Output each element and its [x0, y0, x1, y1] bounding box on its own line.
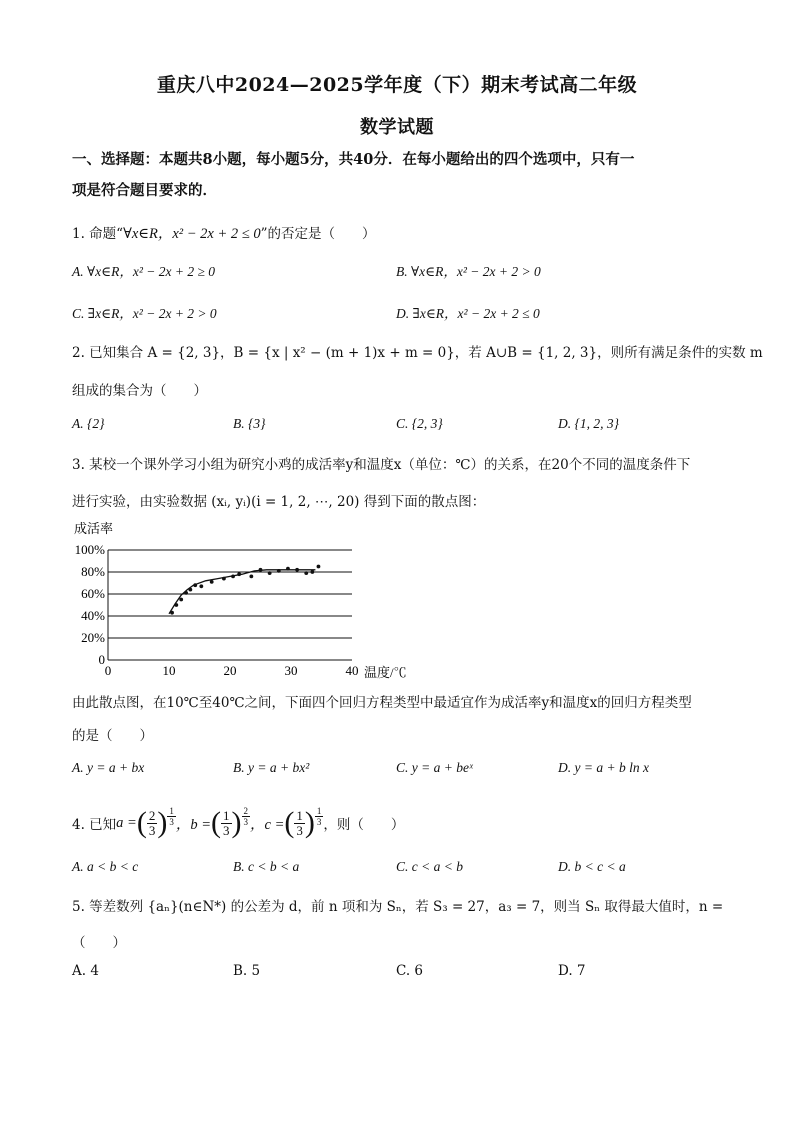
q4-c-exp-denominator: 3 [316, 816, 322, 827]
q4-a-open-paren: ( [136, 806, 147, 839]
q4-a-label: a = [116, 814, 137, 831]
q4-stem [72, 797, 404, 849]
q3-option-b[interactable]: B. y = a + bx² [233, 760, 310, 775]
q4-b-exp-numerator: 2 [243, 805, 249, 816]
q3-option-a[interactable]: A. y = a + bx [72, 760, 145, 775]
data-point [249, 575, 253, 579]
section-heading-line2: 项是符合题目要求的． [72, 182, 217, 199]
q3-option-c[interactable]: C. y = a + beˣ [396, 760, 473, 775]
chart-y-tick-label: 80% [81, 564, 105, 579]
q4-b-label: ，b = [175, 816, 212, 833]
q5-option-a[interactable]: A. 4 [72, 963, 99, 979]
chart-y-axis-label: 成活率 [74, 521, 114, 536]
q4-c-numerator: 1 [296, 807, 303, 823]
chart-x-axis-label: 温度/℃ [364, 665, 407, 680]
data-point [286, 567, 290, 571]
q4-c-close-paren: ) [304, 806, 315, 839]
data-point [310, 570, 314, 574]
data-point [237, 572, 241, 576]
chart-x-tick-label: 10 [162, 663, 176, 678]
data-point [184, 591, 188, 595]
q4-tail: ，则（ ） [323, 817, 405, 833]
data-point [231, 575, 235, 579]
q4-option-d[interactable]: D. b < c < a [558, 859, 626, 874]
trend-curve [169, 570, 315, 614]
section-heading [72, 144, 722, 206]
q4-a-close-paren: ) [157, 806, 168, 839]
q1-stem-prefix: 1. 命题“ [72, 226, 124, 242]
q4-c-label: ，c = [250, 816, 285, 833]
q2-option-c[interactable]: C. {2, 3} [396, 416, 443, 431]
q4-option-a[interactable]: A. a < b < c [72, 859, 139, 874]
q4-option-c[interactable]: C. c < a < b [396, 859, 463, 874]
q4-b-numerator: 1 [223, 807, 230, 823]
q4-b-fraction [221, 809, 232, 838]
q5-option-c[interactable]: C. 6 [396, 963, 424, 979]
chart-x-tick-label: 0 [104, 663, 112, 678]
q2-option-a[interactable]: A. {2} [72, 416, 105, 431]
data-point [304, 571, 308, 575]
q4-a-exp-denominator: 3 [169, 816, 174, 827]
data-point [317, 565, 321, 569]
q4-c-denominator: 3 [296, 822, 303, 838]
q3-stem-line1: 3. 某校一个课外学习小组为研究小鸡的成活率y和温度x（单位：℃）的关系，在20个不同的温度条件下 [72, 457, 691, 473]
q4-c-exponent [315, 806, 324, 827]
q1-option-d[interactable]: D. ∃x∈R，x² − 2x + 2 ≤ 0 [396, 306, 540, 321]
q1-option-c[interactable]: C. ∃x∈R，x² − 2x + 2 > 0 [72, 306, 217, 321]
chart-y-tick-label: 20% [81, 630, 105, 645]
chart-x-tick-label: 30 [284, 663, 298, 678]
q1-stem-suffix: ”的否定是（ ） [260, 226, 376, 242]
q4-a-exponent [167, 806, 176, 827]
chart-x-tick-label: 20 [223, 663, 237, 678]
data-point [295, 568, 299, 572]
q2-option-b[interactable]: B. {3} [233, 416, 266, 431]
q5-option-d[interactable]: D. 7 [558, 963, 586, 979]
data-point [170, 611, 174, 615]
data-point [210, 580, 214, 584]
q2-option-d[interactable]: D. {1, 2, 3} [558, 416, 620, 431]
q3-stem-line4: 的是（ ） [72, 728, 153, 744]
q2-stem-line2: 组成的集合为（ ） [72, 383, 207, 399]
exam-subtitle: 数学试题 [360, 117, 434, 138]
q1-option-b[interactable]: B. ∀x∈R，x² − 2x + 2 > 0 [396, 264, 541, 279]
q4-label: 4. 已知 [72, 817, 117, 833]
chart-y-tick-label: 40% [81, 608, 105, 623]
chart-y-tick-label: 0 [98, 652, 105, 667]
q1-stem [72, 222, 376, 243]
q5-stem-line2: （ ） [72, 935, 126, 951]
chart-y-tick-label: 60% [81, 586, 105, 601]
q3-option-d[interactable]: D. y = a + b ln x [558, 760, 649, 775]
q4-a-numerator: 2 [148, 807, 156, 823]
q4-b-exponent [242, 806, 251, 827]
q4-b-close-paren: ) [231, 806, 242, 839]
data-point [174, 603, 178, 607]
chart-y-tick-label: 100% [74, 542, 105, 557]
q4-a-exp-numerator: 1 [169, 805, 174, 816]
q5-option-b[interactable]: B. 5 [233, 963, 261, 979]
exam-title: 重庆八中2024—2025学年度（下）期末考试高二年级 [156, 74, 638, 96]
q4-a-fraction [147, 809, 158, 838]
q4-c-open-paren: ( [284, 806, 295, 839]
chart-x-tick-label: 40 [345, 663, 359, 678]
section-heading-line1: 一、选择题：本题共8小题，每小题5分，共40分．在每小题给出的四个选项中，只有一 [72, 151, 635, 168]
q1-stem-math: ∀x∈R，x² − 2x + 2 ≤ 0 [123, 226, 261, 242]
data-point [199, 584, 203, 588]
q5-stem-line1: 5. 等差数列 {aₙ}(n∈N*) 的公差为 d，前 n 项和为 Sₙ，若 S₃ = 27，a₃ = 7，则当 Sₙ 取得最大值时，n = [72, 899, 724, 915]
q4-b-open-paren: ( [211, 806, 222, 839]
data-point [222, 577, 226, 581]
q4-c-fraction [294, 809, 305, 838]
q4-option-b[interactable]: B. c < b < a [233, 859, 300, 874]
data-point [268, 571, 272, 575]
q4-b-exp-denominator: 3 [243, 816, 249, 827]
data-point [179, 598, 183, 602]
data-point [193, 583, 197, 587]
q1-option-a[interactable]: A. ∀x∈R，x² − 2x + 2 ≥ 0 [72, 264, 216, 279]
q4-b-denominator: 3 [223, 822, 230, 838]
scatter-chart [60, 518, 430, 688]
q3-stem-line2: 进行实验，由实验数据 (xᵢ, yᵢ)(i = 1, 2, ⋯, 20) 得到下面的散点图： [72, 494, 486, 510]
q2-stem-line1: 2. 已知集合 A = {2, 3}，B = {x | x² − (m + 1)x + m = 0}，若 A∪B = {1, 2, 3}，则所有满足条件的实数 m [72, 345, 763, 361]
q4-c-exp-numerator: 1 [316, 805, 322, 816]
data-point [277, 569, 281, 573]
data-point [188, 588, 192, 592]
q4-a-denominator: 3 [148, 822, 156, 838]
q3-stem-line3: 由此散点图，在10℃至40℃之间，下面四个回归方程类型中最适宜作为成活率y和温度x的回归方程类型 [72, 695, 692, 711]
data-point [259, 568, 263, 572]
